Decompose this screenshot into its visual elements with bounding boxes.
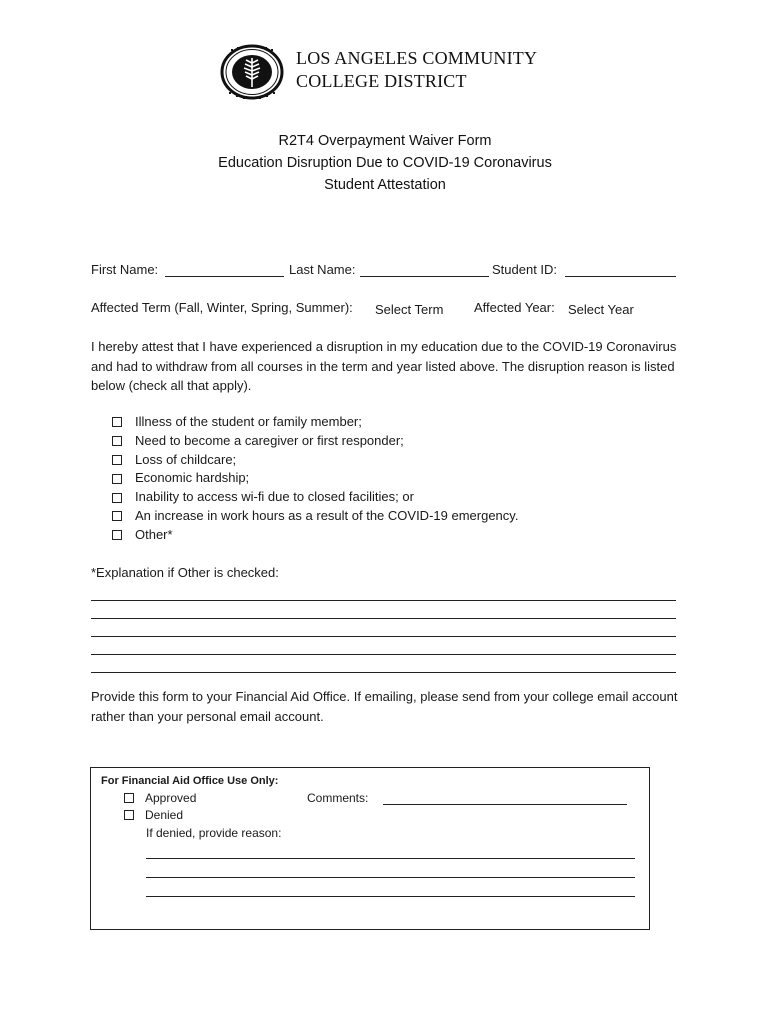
reason-childcare-checkbox[interactable] bbox=[112, 455, 122, 465]
district-name-line1: LOS ANGELES COMMUNITY bbox=[296, 48, 538, 68]
denied-label: Denied bbox=[145, 808, 184, 822]
last-name-label: Last Name: bbox=[289, 262, 356, 277]
explanation-line[interactable] bbox=[91, 601, 676, 619]
office-use-box bbox=[90, 767, 650, 930]
district-name bbox=[296, 47, 537, 93]
explanation-line[interactable] bbox=[91, 619, 676, 637]
reason-illness-checkbox[interactable] bbox=[112, 417, 122, 427]
reason-wifi-access-checkbox[interactable] bbox=[112, 493, 122, 503]
form-title-line2: Education Disruption Due to COVID-19 Coronavirus bbox=[218, 155, 552, 171]
reason-work-hours-checkbox[interactable] bbox=[112, 511, 122, 521]
first-name-field[interactable] bbox=[165, 263, 284, 277]
reason-caregiver-checkbox[interactable] bbox=[112, 436, 122, 446]
form-title-line3: Student Attestation bbox=[324, 177, 446, 193]
reason-economic-hardship bbox=[112, 469, 518, 488]
approved-label: Approved bbox=[145, 791, 197, 805]
affected-term-label: Affected Term (Fall, Winter, Spring, Summer): bbox=[91, 300, 353, 315]
reason-economic-hardship-checkbox[interactable] bbox=[112, 474, 122, 484]
denied-reason-line[interactable] bbox=[146, 858, 635, 859]
reason-label: Inability to access wi-fi due to closed facilities; or bbox=[135, 489, 414, 505]
denied-reason-line[interactable] bbox=[146, 877, 635, 878]
denied-checkbox[interactable] bbox=[124, 810, 134, 820]
reason-label: Other* bbox=[135, 526, 173, 542]
comments-field[interactable] bbox=[383, 792, 627, 805]
comments-label: Comments: bbox=[307, 791, 369, 805]
affected-year-dropdown[interactable]: Select Year bbox=[568, 302, 634, 317]
student-id-field[interactable] bbox=[565, 263, 676, 277]
district-seal-logo bbox=[219, 44, 285, 100]
approved-checkbox[interactable] bbox=[124, 793, 134, 803]
explanation-line[interactable] bbox=[91, 655, 676, 673]
explanation-line[interactable] bbox=[91, 637, 676, 655]
reason-other bbox=[112, 526, 518, 545]
affected-term-dropdown[interactable]: Select Term bbox=[375, 302, 444, 317]
approved-option bbox=[124, 791, 196, 805]
submission-instructions: Provide this form to your Financial Aid Office. If emailing, please send from your college email account rather than your personal email account. bbox=[91, 689, 678, 724]
reason-caregiver bbox=[112, 432, 518, 451]
denied-reason-label: If denied, provide reason: bbox=[146, 826, 282, 840]
denied-option bbox=[124, 808, 183, 822]
attestation-paragraph: I hereby attest that I have experienced a disruption in my education due to the COVID-19 Coronavirus and had to withdraw from all courses in the term and year listed above. The disruption reason is listed below (check all that apply). bbox=[91, 339, 677, 393]
district-name-line2: COLLEGE DISTRICT bbox=[296, 71, 467, 91]
explanation-line[interactable] bbox=[91, 583, 676, 601]
reason-label: Need to become a caregiver or first responder; bbox=[135, 432, 404, 448]
form-title bbox=[0, 130, 770, 196]
explanation-label: *Explanation if Other is checked: bbox=[91, 565, 279, 580]
reason-label: Illness of the student or family member; bbox=[135, 414, 362, 429]
affected-year-label: Affected Year: bbox=[474, 300, 555, 315]
denied-reason-line[interactable] bbox=[146, 896, 635, 897]
reason-label: Loss of childcare; bbox=[135, 451, 237, 467]
reason-wifi-access bbox=[112, 488, 518, 507]
reason-work-hours bbox=[112, 507, 518, 526]
explanation-lines[interactable] bbox=[91, 583, 676, 673]
reason-childcare bbox=[112, 451, 518, 470]
student-id-label: Student ID: bbox=[492, 262, 558, 277]
reason-label: Economic hardship; bbox=[135, 470, 250, 486]
last-name-field[interactable] bbox=[360, 263, 489, 277]
reason-label: An increase in work hours as a result of the COVID-19 emergency. bbox=[135, 507, 519, 523]
form-title-line1: R2T4 Overpayment Waiver Form bbox=[278, 133, 492, 149]
first-name-label: First Name: bbox=[91, 262, 159, 277]
disruption-reasons-list bbox=[112, 413, 518, 545]
reason-illness bbox=[112, 413, 518, 432]
office-use-title: For Financial Aid Office Use Only: bbox=[101, 775, 279, 787]
reason-other-checkbox[interactable] bbox=[112, 530, 122, 540]
